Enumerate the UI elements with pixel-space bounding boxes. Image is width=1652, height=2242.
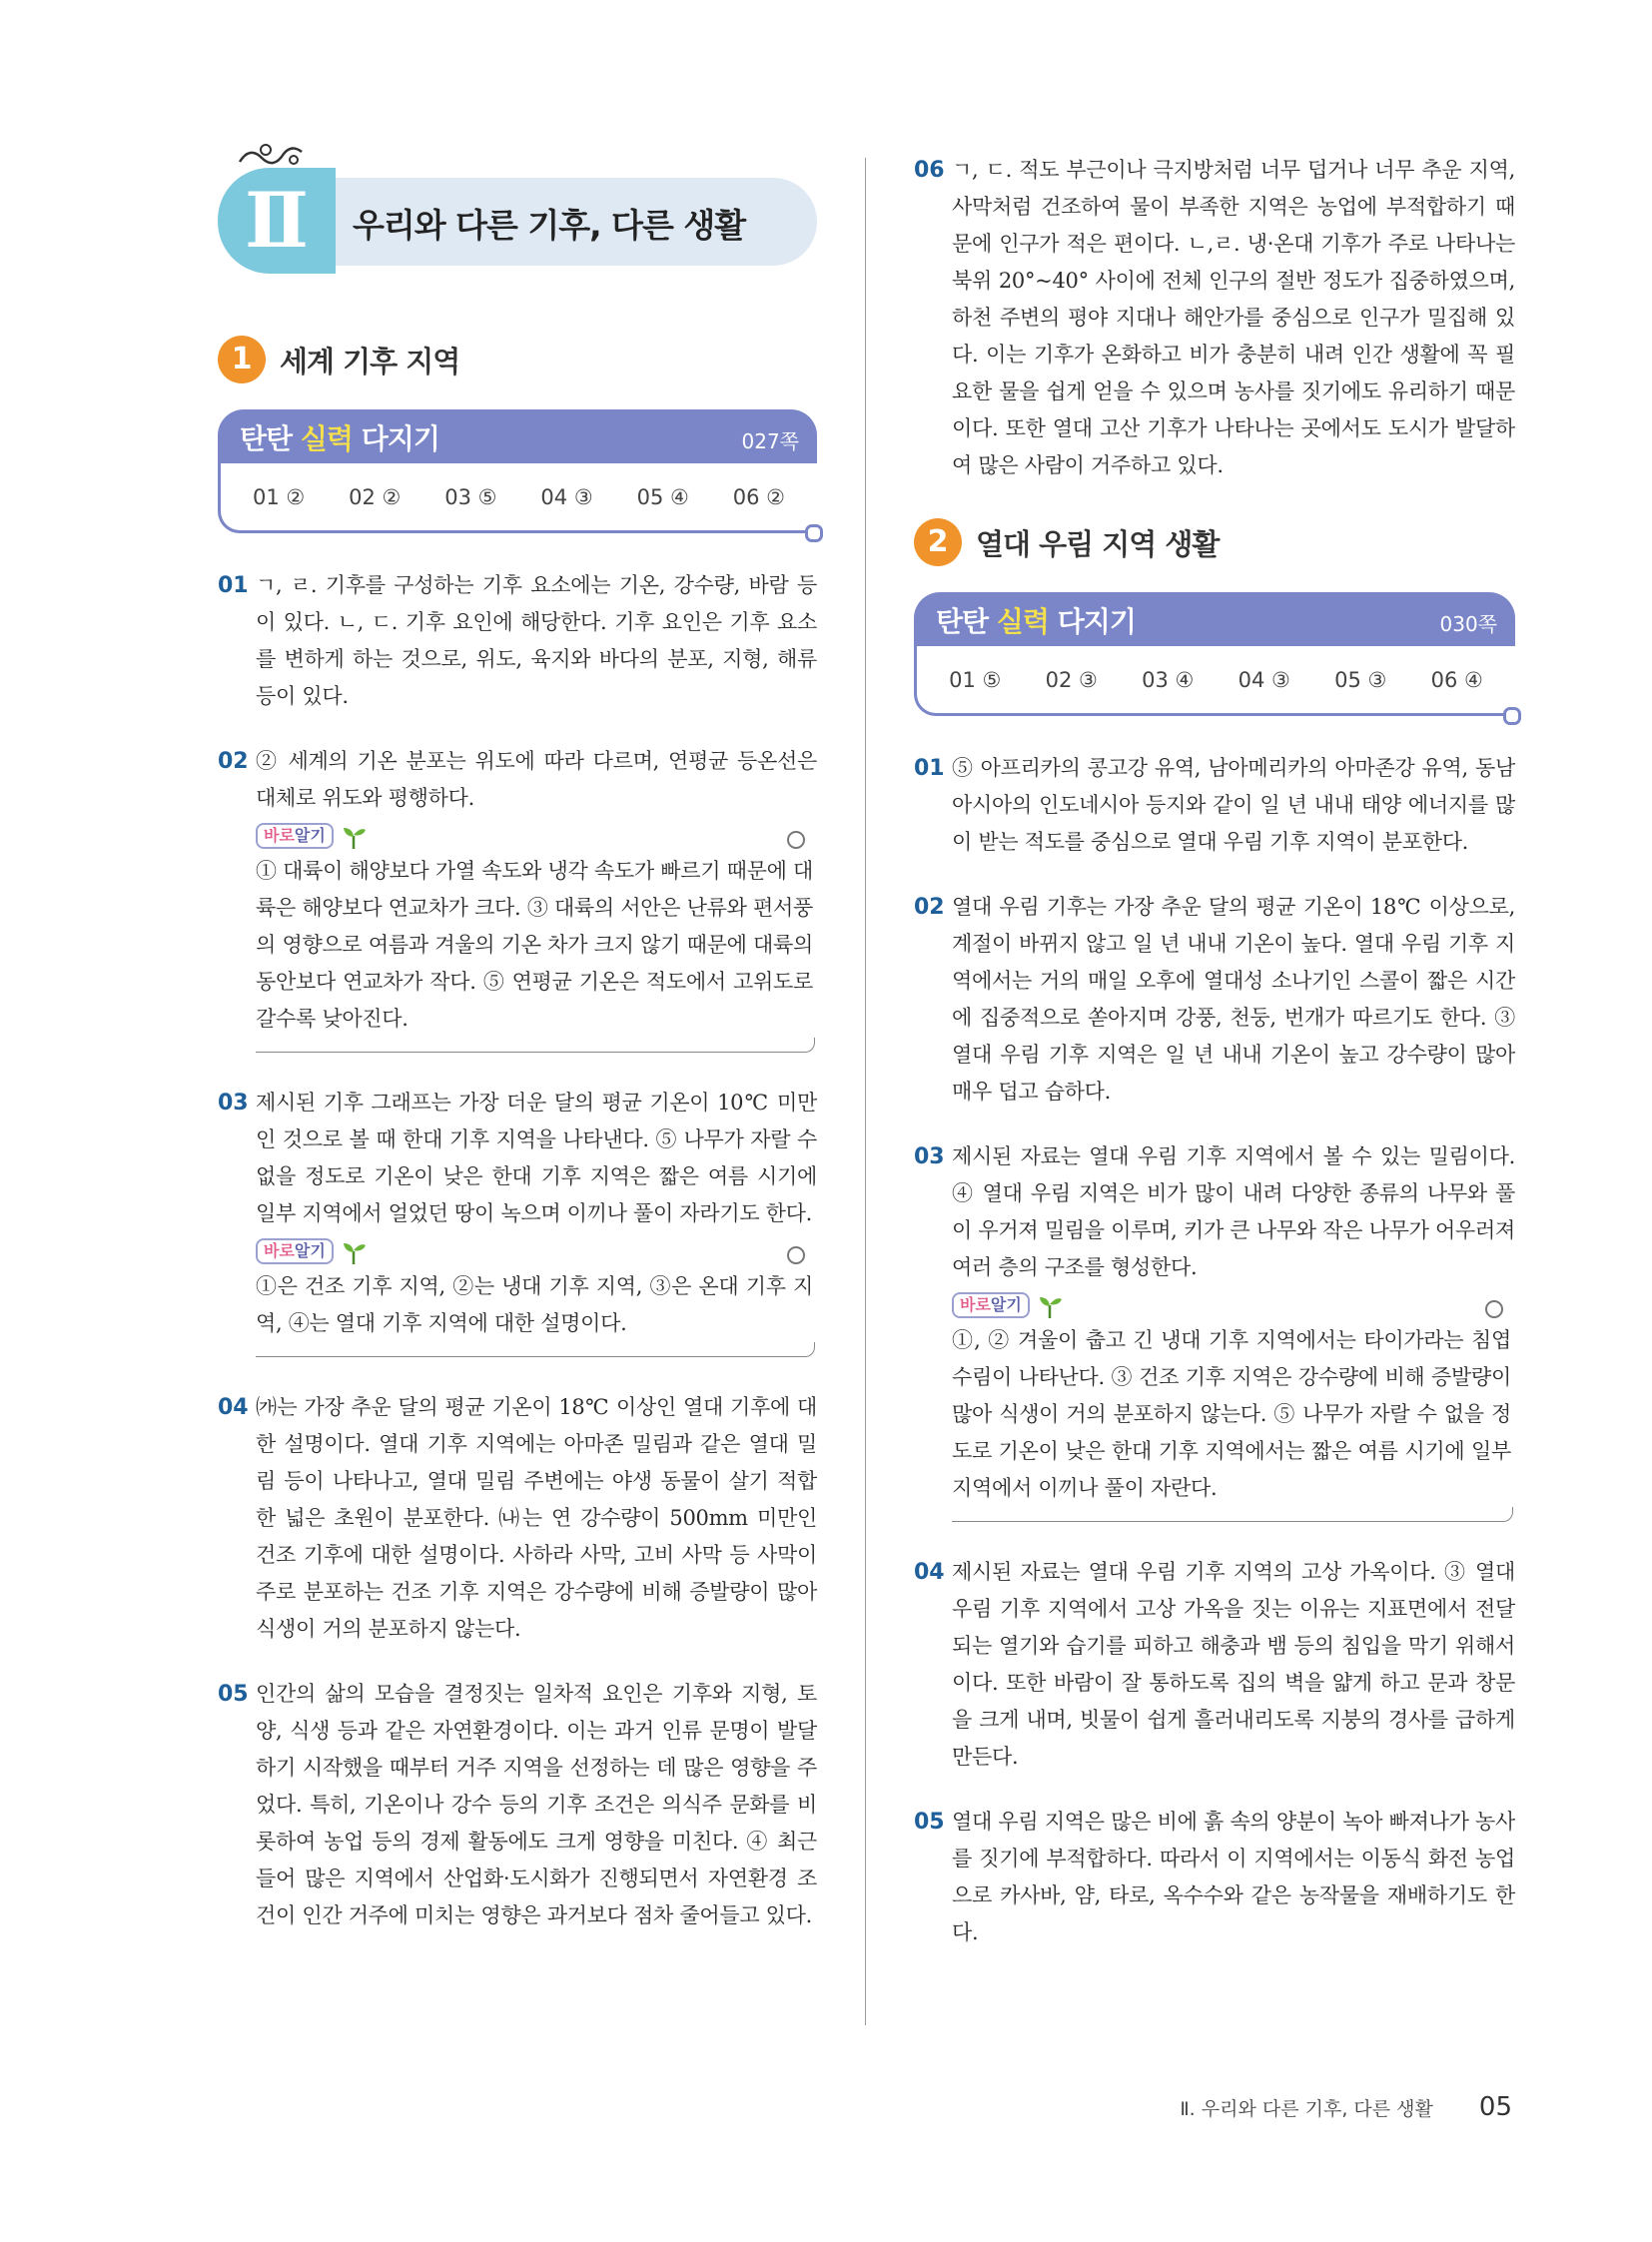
answer-item: 04 ③	[1238, 667, 1290, 692]
answer-item: 06 ②	[732, 484, 785, 509]
question-number: 04	[218, 1395, 249, 1420]
answer-box-label: 탄탄 실력 다지기	[936, 605, 1136, 638]
explanation-item	[218, 743, 817, 1057]
magnifier-icon	[787, 1246, 805, 1264]
explanation-text: 열대 우림 기후는 가장 추운 달의 평균 기온이 18℃ 이상으로, 계절이 바뀌지 않고 일 년 내내 기온이 높다. 열대 우림 기후 지역에서는 거의 매일 오후에 열대성 소나기인 스콜이 짧은 시간에 집중적으로 쏟아지며 강풍, 천둥, 번개가 따르기도 한다. ③ 열대 우림 기후 지역은 일 년 내내 기온이 높고 강수량이 많아 매우 덥고 습하다.	[952, 895, 1515, 1104]
baro-algi-box	[952, 1292, 1515, 1522]
explanation-text: 제시된 기후 그래프는 가장 더운 달의 평균 기온이 10℃ 미만인 것으로 볼 때 한대 기후 지역을 나타낸다. ⑤ 나무가 자랄 수 없을 정도로 기온이 낮은 한대 기후 지역은 짧은 여름 시기에 일부 지역에서 얼었던 땅이 녹으며 이끼나 풀이 자라기도 한다.	[256, 1091, 817, 1225]
explanation-text: ㄱ, ㄷ. 적도 부근이나 극지방처럼 너무 덥거나 너무 추운 지역, 사막처럼 건조하여 물이 부족한 지역은 농업에 부적합하기 때문에 인구가 적은 편이다. ㄴ,ㄹ. 냉·온대 기후가 주로 나타나는 북위 20°~40° 사이에 전체 인구의 절반 정도가 집중하였으며, 하천 주변의 평야 지대나 해안가를 중심으로 인구가 밀집해 있다. 이는 기후가 온화하고 비가 충분히 내려 인간 생활에 꼭 필요한 물을 쉽게 얻을 수 있으며 농사를 짓기에도 유리하기 때문이다. 또한 열대 고산 기후가 나타나는 곳에서도 도시가 발달하여 많은 사람이 거주하고 있다.	[952, 158, 1515, 477]
section-heading	[218, 330, 817, 389]
sprout-icon	[341, 1239, 367, 1265]
answer-item: 06 ④	[1430, 667, 1483, 692]
explanation-item	[914, 1554, 1515, 1776]
explanation-item	[914, 1138, 1515, 1526]
answer-box-page: 030쪽	[1439, 612, 1497, 636]
sprout-icon	[341, 824, 367, 850]
section-number-badge: 2	[914, 518, 962, 566]
sprout-icon	[1037, 1293, 1063, 1319]
answer-item: 02 ②	[349, 484, 402, 509]
answer-item: 01 ②	[252, 484, 306, 509]
page-number: 05	[1478, 2092, 1512, 2122]
answer-item: 03 ④	[1142, 667, 1195, 692]
answer-box-header	[914, 592, 1515, 646]
explanation-text: 제시된 자료는 열대 우림 기후 지역에서 볼 수 있는 밀림이다. ④ 열대 우림 지역은 비가 많이 내려 다양한 종류의 나무와 풀이 우거져 밀림을 이루며, 키가 큰 나무와 작은 나무가 어우러져 여러 층의 구조를 형성한다.	[952, 1144, 1515, 1279]
explanation-text: 열대 우림 지역은 많은 비에 흙 속의 양분이 녹아 빠져나가 농사를 짓기에 부적합하다. 따라서 이 지역에서는 이동식 화전 농업으로 카사바, 얌, 타로, 옥수수와 같은 농작물을 재배하기도 한다.	[952, 1810, 1515, 1944]
explanation-item	[218, 1389, 817, 1648]
section-title: 열대 우림 지역 생활	[976, 526, 1220, 561]
explanation-item	[914, 1804, 1515, 1951]
question-number: 01	[218, 573, 249, 598]
question-number: 02	[914, 895, 945, 920]
answer-box	[218, 409, 817, 537]
explanation-item	[218, 1676, 817, 1934]
answer-item: 03 ⑤	[444, 484, 497, 509]
explanation-item	[914, 889, 1515, 1111]
answer-item: 05 ③	[1334, 667, 1387, 692]
answer-list	[914, 646, 1515, 716]
chapter-roman-numeral: Ⅱ	[218, 168, 336, 274]
baro-algi-text: ①, ② 겨울이 춥고 긴 냉대 기후 지역에서는 타이가라는 침엽수림이 나타난다. ③ 건조 기후 지역은 강수량에 비해 증발량이 많아 식생이 거의 분포하지 않는다. ⑤ 나무가 자랄 수 없을 정도로 기온이 낮은 한대 기후 지역에서는 짧은 여름 시기에 일부 지역에서 이끼나 풀이 자란다.	[952, 1328, 1511, 1500]
answer-box	[914, 592, 1515, 720]
answer-list	[218, 463, 817, 533]
question-number: 03	[218, 1091, 249, 1116]
answer-item: 04 ③	[540, 484, 593, 509]
baro-algi-tag: 바로알기	[256, 823, 334, 849]
answer-box-header	[218, 409, 817, 463]
baro-algi-box	[256, 1238, 817, 1357]
page-footer	[1180, 2092, 1512, 2122]
explanation-item	[218, 1085, 817, 1361]
left-column	[218, 150, 817, 1962]
baro-algi-text: ①은 건조 기후 지역, ②는 냉대 기후 지역, ③은 온대 기후 지역, ④는 열대 기후 지역에 대한 설명이다.	[256, 1274, 813, 1335]
section-heading	[914, 512, 1515, 572]
baro-algi-box	[256, 823, 817, 1053]
explanation-text: ⑤ 아프리카의 콩고강 유역, 남아메리카의 아마존강 유역, 동남아시아의 인도네시아 등지와 같이 일 년 내내 태양 에너지를 많이 받는 적도를 중심으로 열대 우림 기후 지역이 분포한다.	[952, 756, 1515, 854]
running-title: Ⅱ. 우리와 다른 기후, 다른 생활	[1180, 2098, 1433, 2120]
answer-box-page: 027쪽	[741, 429, 799, 453]
magnifier-icon	[787, 831, 805, 849]
answer-box-label: 탄탄 실력 다지기	[240, 422, 439, 455]
explanation-item	[914, 750, 1515, 861]
question-number: 02	[218, 749, 249, 774]
answer-item: 01 ⑤	[949, 667, 1002, 692]
explanation-text: 제시된 자료는 열대 우림 기후 지역의 고상 가옥이다. ③ 열대 우림 기후 지역에서 고상 가옥을 짓는 이유는 지표면에서 전달되는 열기와 습기를 피하고 해충과 뱀 등의 침입을 막기 위해서이다. 또한 바람이 잘 통하도록 집의 벽을 얇게 하고 문과 창문을 크게 내며, 빗물이 쉽게 흘러내리도록 지붕의 경사를 급하게 만든다.	[952, 1560, 1515, 1769]
explanation-text: ㄱ, ㄹ. 기후를 구성하는 기후 요소에는 기온, 강수량, 바람 등이 있다. ㄴ, ㄷ. 기후 요인에 해당한다. 기후 요인은 기후 요소를 변하게 하는 것으로, 위도, 육지와 바다의 분포, 지형, 해류 등이 있다.	[256, 573, 817, 708]
answer-item: 05 ④	[636, 484, 689, 509]
section-title: 세계 기후 지역	[280, 344, 460, 378]
section-number-badge: 1	[218, 336, 266, 383]
explanation-text: ㈎는 가장 추운 달의 평균 기온이 18℃ 이상인 열대 기후에 대한 설명이다. 열대 기후 지역에는 아마존 밀림과 같은 열대 밀림 등이 나타나고, 열대 밀림 주변에는 야생 동물이 살기 적합한 넓은 초원이 분포한다. ㈏는 연 강수량이 500mm 미만인 건조 기후에 대한 설명이다. 사하라 사막, 고비 사막 등 사막이 주로 분포하는 건조 기후 지역은 강수량에 비해 증발량이 많아 식생이 거의 분포하지 않는다.	[256, 1395, 817, 1641]
column-divider	[865, 158, 866, 2025]
explanation-item	[218, 567, 817, 715]
answer-item: 02 ③	[1045, 667, 1098, 692]
right-column	[914, 152, 1515, 1979]
answer-box-dot	[1503, 707, 1521, 725]
baro-algi-tag: 바로알기	[952, 1292, 1030, 1318]
question-number: 05	[218, 1682, 249, 1707]
explanation-text: 인간의 삶의 모습을 결정짓는 일차적 요인은 기후와 지형, 토양, 식생 등과 같은 자연환경이다. 이는 과거 인류 문명이 발달하기 시작했을 때부터 거주 지역을 선정하는 데 많은 영향을 주었다. 특히, 기온이나 강수 등의 기후 조건은 의식주 문화를 비롯하여 농업 등의 경제 활동에도 크게 영향을 미친다. ④ 최근 들어 많은 지역에서 산업화·도시화가 진행되면서 자연환경 조건이 인간 거주에 미치는 영향은 과거보다 점차 줄어들고 있다.	[256, 1682, 817, 1927]
question-number: 05	[914, 1810, 945, 1835]
question-number: 01	[914, 756, 945, 781]
chapter-header	[218, 150, 817, 275]
explanation-item	[914, 152, 1515, 484]
question-number: 04	[914, 1560, 945, 1585]
question-number: 06	[914, 158, 945, 183]
explanation-text: ② 세계의 기온 분포는 위도에 따라 다르며, 연평균 등온선은 대체로 위도와 평행하다.	[256, 749, 817, 810]
question-number: 03	[914, 1144, 945, 1169]
chapter-title: 우리와 다른 기후, 다른 생활	[353, 206, 746, 245]
baro-algi-tag: 바로알기	[256, 1238, 334, 1264]
doodle-icon	[236, 140, 316, 170]
baro-algi-text: ① 대륙이 해양보다 가열 속도와 냉각 속도가 빠르기 때문에 대륙은 해양보다 연교차가 크다. ③ 대륙의 서안은 난류와 편서풍의 영향으로 여름과 겨울의 기온 차가 크지 않기 때문에 대륙의 동안보다 연교차가 작다. ⑤ 연평균 기온은 적도에서 고위도로 갈수록 낮아진다.	[256, 859, 813, 1031]
magnifier-icon	[1485, 1300, 1503, 1318]
answer-box-dot	[805, 524, 823, 542]
